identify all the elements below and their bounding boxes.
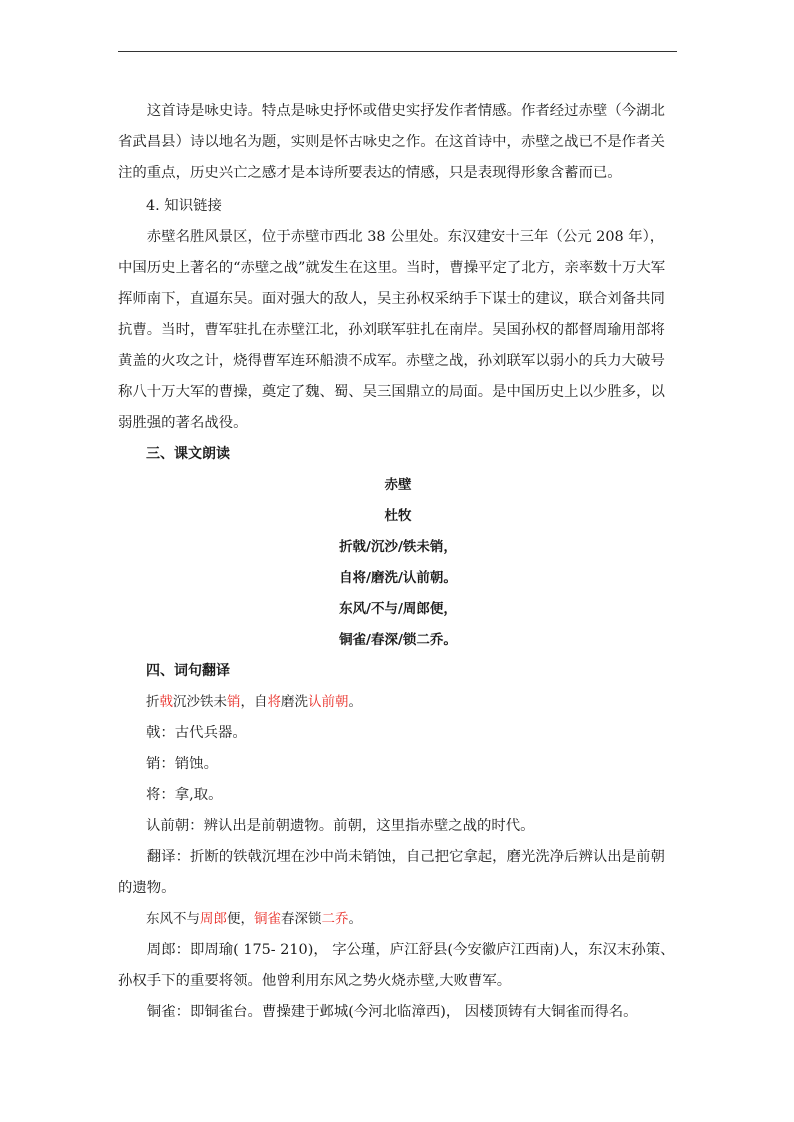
gloss-xiao: 销：销蚀。 xyxy=(146,756,218,772)
verse-line-2 xyxy=(118,904,678,935)
gloss-ji: 戟：古代兵器。 xyxy=(146,725,247,741)
verse-seg: 春深锁 xyxy=(281,911,322,927)
document-body xyxy=(118,96,678,1028)
verse-keyword: 认前朝 xyxy=(308,694,349,710)
verse-seg: 沉沙铁未 xyxy=(173,694,227,710)
section3-heading: 三、课文朗读 xyxy=(146,446,230,462)
para-knowledge: 赤壁名胜风景区，位于赤壁市西北 38 公里处。东汉建安十三年（公元 208 年），中国历史上著名的“赤壁之战”就发生在这里。当时，曹操平定了北方，亲率数十万大军挥师南下，直逼东吴。面对强大的敌人，吴主孙权采纳手下谋士的建议，联合刘备共同抗曹。当时，曹军驻扎在赤壁江北，孙刘联军驻扎在南岸。吴国孙权的都督周瑜用部将黄盖的火攻之计，烧得曹军连环船溃不成军。赤壁之战，孙刘联军以弱小的兵力大破号称八十万大军的曹操，奠定了魏、蜀、吴三国鼎立的局面。是中国历史上以少胜多，以弱胜强的著名战役。 xyxy=(118,229,666,431)
verse-seg: 。 xyxy=(348,911,362,927)
verse-keyword: 铜雀 xyxy=(254,911,281,927)
verse-seg: ，自 xyxy=(240,694,268,710)
header-rule xyxy=(118,51,677,52)
verse-keyword: 周郎 xyxy=(200,911,227,927)
gloss-qianchao: 认前朝：辨认出是前朝遗物。前朝，这里指赤壁之战的时代。 xyxy=(146,818,535,834)
verse-keyword: 销 xyxy=(227,694,241,710)
poem-title: 赤壁 xyxy=(384,477,412,493)
poem-line-3: 东风/不与/周郎便， xyxy=(339,601,457,617)
verse-keyword: 将 xyxy=(267,694,281,710)
section4-heading: 四、词句翻译 xyxy=(146,663,230,679)
knowledge-heading: 4. 知识链接 xyxy=(146,198,222,214)
verse-seg: 。 xyxy=(348,694,362,710)
verse-line-1 xyxy=(118,687,678,718)
verse-keyword: 戟 xyxy=(159,694,173,710)
verse-seg: 东风不与 xyxy=(146,911,200,927)
translation-1: 翻译：折断的铁戟沉埋在沙中尚未销蚀，自己把它拿起，磨光洗净后辨认出是前朝的遗物。 xyxy=(118,849,665,896)
verse-keyword: 二乔 xyxy=(321,911,349,927)
verse-seg: 折 xyxy=(146,694,160,710)
gloss-tongque: 铜雀：即铜雀台。曹操建于邺城(今河北临漳西)， 因楼顶铸有大铜雀而得名。 xyxy=(146,1004,638,1020)
gloss-jiang: 将：拿,取。 xyxy=(146,787,223,803)
poem-line-1: 折戟/沉沙/铁未销， xyxy=(339,539,457,555)
poem-line-2: 自将/磨洗/认前朝。 xyxy=(339,570,457,586)
verse-seg: 便， xyxy=(227,911,254,927)
verse-seg: 磨洗 xyxy=(281,694,308,710)
poem-author: 杜牧 xyxy=(384,508,412,524)
gloss-zhoulang: 周郎：即周瑜( 175- 210)， 字公瑾，庐江舒县(今安徽庐江西南)人，东汉末孙策、孙权手下的重要将领。他曾利用东风之势火烧赤壁,大败曹军。 xyxy=(118,942,675,989)
para-intro: 这首诗是咏史诗。特点是咏史抒怀或借史实抒发作者情感。作者经过赤壁（今湖北省武昌县）诗以地名为题，实则是怀古咏史之作。在这首诗中，赤壁之战已不是作者关注的重点，历史兴亡之感才是本诗所要表达的情感，只是表现得形象含蓄而已。 xyxy=(118,103,665,181)
poem-line-4: 铜雀/春深/锁二乔。 xyxy=(339,632,457,648)
